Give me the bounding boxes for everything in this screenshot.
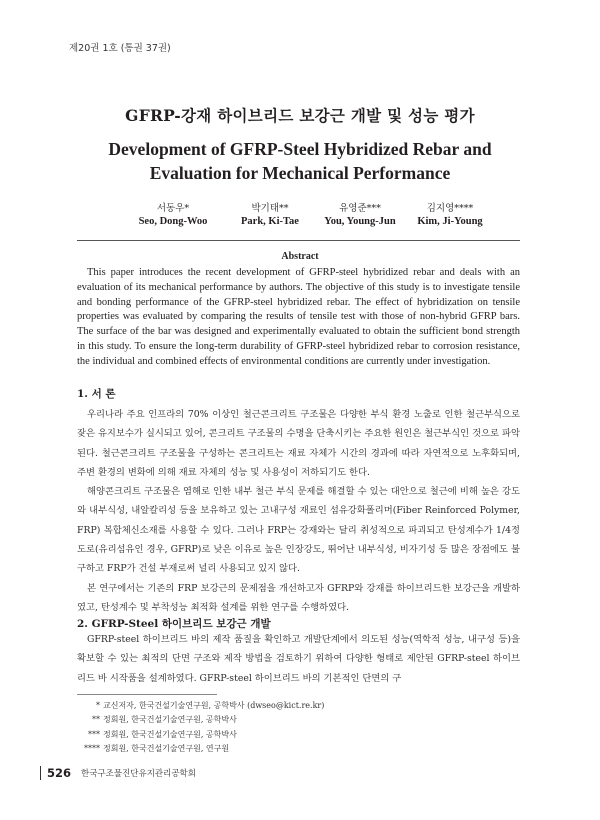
footnote [76,742,324,756]
abstract-heading: Abstract [281,251,319,262]
footnote-text: 정회원, 한국건설기술연구원, 공학박사 [103,729,237,739]
korean-title: GFRP-강재 하이브리드 보강근 개발 및 성능 평가 [125,106,475,125]
english-title-line-1: Development of GFRP-Steel Hybridized Rebar and [108,139,492,159]
footnote-mark: * [96,701,100,710]
author-4-english: Kim, Ji-Young [417,216,483,227]
footnote-mark: **** [84,743,100,753]
footnote [76,728,324,742]
footnote-list [76,699,324,756]
author-2-english: Park, Ki-Tae [241,216,299,227]
footnote-mark: ** [92,715,100,725]
volume-reference: 제20권 1호 (통권 37권) [69,43,171,54]
english-title-line-2: Evaluation for Mechanical Performance [149,163,451,183]
page-number: 526 [47,766,72,780]
footnote-text: 정회원, 한국건설기술연구원, 공학박사 [103,715,237,725]
author-4 [390,200,510,227]
author-3-korean: 유영준*** [339,203,381,214]
journal-name: 한국구조물진단유지관리공학회 [81,769,196,779]
header-divider [77,240,520,241]
section-1-body [77,405,520,617]
section-2-paragraph: GFRP-steel 하이브리드 바의 제작 품질을 확인하고 개발단계에서 의도된 성능(역학적 성능, 내구성 등)을 확보할 수 있는 최적의 단면 구조와 제작 방법을 검토하기 위하여 다양한 형태로 제안된 GFRP-steel 하이브리드 바 시작품을 설계하였다. GFRP-steel 하이브리드 바의 기본적인 단면의 구 [77,634,520,684]
author-1-korean: 서동우* [156,203,190,214]
author-4-korean: 김지영**** [426,203,474,214]
section-1-paragraph: 우리나라 주요 인프라의 70% 이상인 철근콘크리트 구조물은 다양한 부식 환경 노출로 인한 철근부식으로 잦은 유지보수가 실시되고 있어, 콘크리트 구조물의 수명을 단축시키는 주요한 원인은 철근부식인 것으로 파악된다. 철근콘크리트 구조물을 구성하는 콘크리트는 재료 자체가 시간의 경과에 따라 자연적으로 노후화되며, 주변 환경의 변화에 의해 재료 자체의 성능 및 사용성이 저하되기도 한다. [77,409,520,478]
author-1-english: Seo, Dong-Woo [138,216,208,227]
section-1-heading: 1. 서 론 [77,388,116,400]
english-title [40,137,560,185]
footer-bar [40,766,41,780]
author-2-korean: 박기태** [251,203,289,214]
section-1-paragraph: 해양콘크리트 구조물은 염해로 인한 내부 철근 부식 문제를 해결할 수 있는 대안으로 철근에 비해 높은 강도와 내부식성, 내알칼리성 등을 보유하고 있는 고내구성 재료인 섬유강화폴리머(Fiber Reinforced Polymer, FRP) 복합체신소재를 사용할 수 있다. 그러나 FRP는 강재와는 달리 취성적으로 파괴되고 탄성계수가 1/4정도로(유리섬유인 경우, GFRP)로 낮은 이유로 높은 인장강도, 뛰어난 내부식성, 비자기성 등 많은 장점에도 불구하고 FRP가 건설 부재로써 널리 사용되고 있지 않다. [77,486,520,575]
footnote-mark: *** [88,729,100,739]
author-1 [118,200,228,227]
abstract-text: This paper introduces the recent development of GFRP-steel hybridized rebar and deals with an evaluation of its mechanical performance by authors. The objective of this study is to investigate tensile and bonding performance of the GFRP-steel hybridized rebar. The effect of hybridization on tensile properties was evaluated by comparing the results of tensile test with those of non-hybrid GFRP bars. The surface of the bar was designed and experimentally evaluated to obtain the sufficient bond strength in this study. To ensure the long-term durability of GFRP-steel hybridized rebar to corrosion resistance, the individual and combined effects of environmental conditions are currently under investigation. [77,267,520,367]
section-2-body [77,630,520,688]
section-1-paragraph: 본 연구에서는 기존의 FRP 보강근의 문제점을 개선하고자 GFRP와 강재를 하이브리드한 보강근을 개발하였고, 탄성계수 및 부착성능 최적화 설계를 위한 연구를 수행하였다. [77,582,520,613]
page-footer [40,765,196,781]
footnote-text: 교신저자, 한국건설기술연구원, 공학박사 (dwseo@kict.re.kr) [103,701,325,710]
footnote-text: 정회원, 한국건설기술연구원, 연구원 [103,743,230,753]
author-3-english: You, Young-Jun [324,216,396,227]
footnote-divider [77,694,217,695]
section-2-heading: 2. GFRP-Steel 하이브리드 보강근 개발 [77,618,271,630]
footnote [76,713,324,727]
footnote [76,699,324,713]
